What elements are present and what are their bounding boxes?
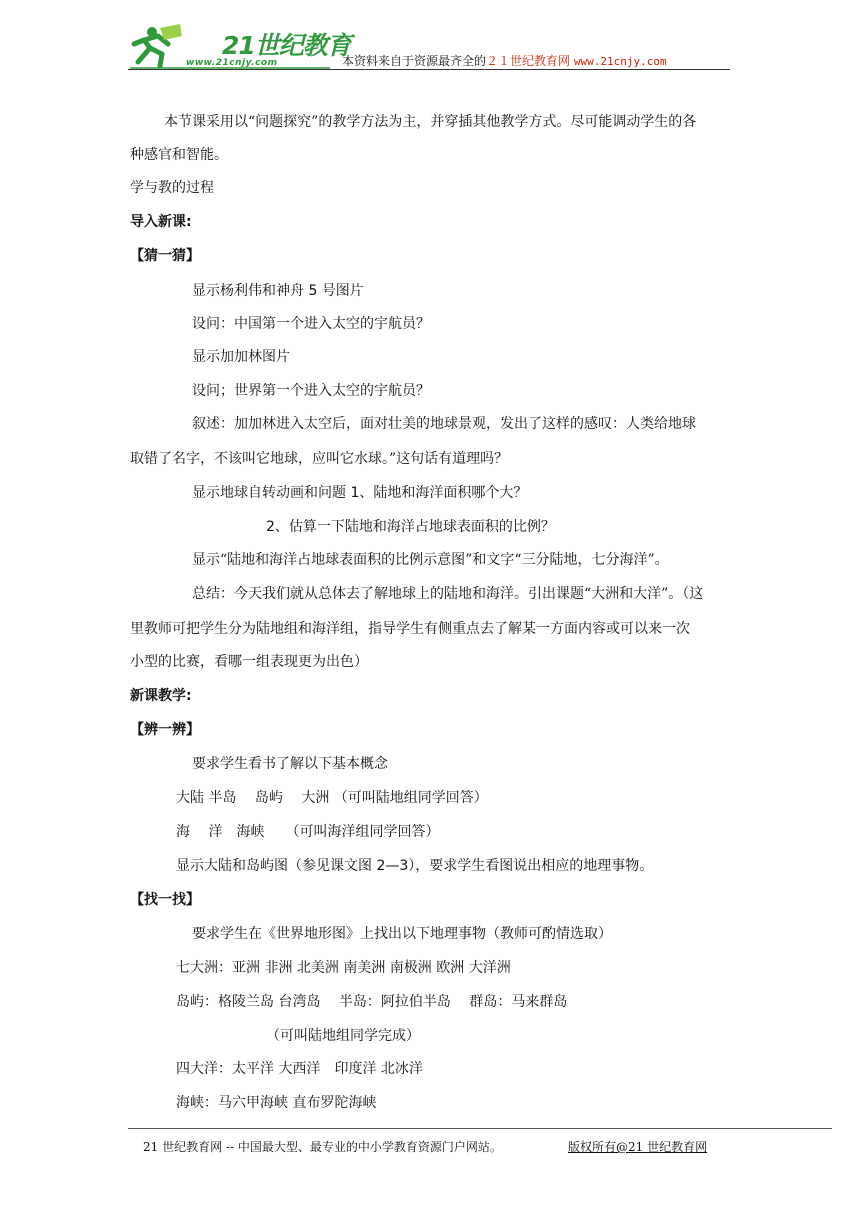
intro-heading: 导入新课:: [130, 214, 192, 230]
section-process-heading: 学与教的过程: [130, 180, 214, 196]
logo-url: www.21cnjy.com: [186, 58, 278, 68]
question-2-text: 2、估算一下陆地和海洋占地球表面积的比例？: [266, 519, 555, 535]
show-ratio-text: 显示“陆地和海洋占地球表面积的比例示意图”和文字“三分陆地，七分海洋”。: [192, 552, 669, 568]
narration-line2: 取错了名字，不该叫它地球，应叫它水球。”这句话有道理吗？: [130, 451, 509, 467]
logo-text: 21世纪教育: [222, 31, 351, 60]
new-lesson-heading: 新课教学:: [130, 688, 192, 704]
header-url-link[interactable]: www.21cnjy.com: [573, 55, 667, 68]
footer-text: 21 世纪教育网 -- 中国最大型、最专业的中小学教育资源门户网站。: [143, 1140, 502, 1154]
footer-copyright-link[interactable]: 版权所有@21 世纪教育网: [568, 1140, 708, 1154]
header-site-link[interactable]: ２１世纪教育网: [486, 54, 571, 68]
header-note: [342, 52, 667, 69]
find-item-5: 四大洋：太平洋 大西洋 印度洋 北冰洋: [176, 1061, 423, 1077]
find-item-3: 岛屿：格陵兰岛 台湾岛 半岛：阿拉伯半岛 群岛：马来群岛: [176, 994, 568, 1010]
header-note-prefix: 本资料来自于资源最齐全的: [342, 54, 487, 68]
paragraph-method-line1: 本节课采用以“问题探究”的教学方法为主，并穿插其他教学方式。尽可能调动学生的各: [164, 114, 697, 130]
find-item-4: （可叫陆地组同学完成）: [266, 1028, 420, 1044]
distinguish-item-4: 显示大陆和岛屿图（参见课文图 2—3），要求学生看图说出相应的地理事物。: [176, 858, 654, 874]
distinguish-item-1: 要求学生看书了解以下基本概念: [192, 756, 388, 772]
distinguish-item-3: 海 洋 海峡 （可叫海洋组同学回答）: [176, 824, 440, 840]
find-heading: 【找一找】: [130, 892, 200, 908]
summary-line1: 总结：今天我们就从总体去了解地球上的陆地和海洋。引出课题“大洲和大洋”。（这: [192, 586, 704, 602]
find-item-1: 要求学生在《世界地形图》上找出以下地理事物（教师可酌情选取）: [192, 926, 612, 942]
summary-line2: 里教师可把学生分为陆地组和海洋组，指导学生有侧重点去了解某一方面内容或可以来一次: [130, 621, 690, 637]
guess-item-4: 设问；世界第一个进入太空的宇航员？: [192, 383, 430, 399]
guess-item-2: 设问：中国第一个进入太空的宇航员？: [192, 316, 430, 332]
distinguish-item-2: 大陆 半岛 岛屿 大洲 （可叫陆地组同学回答）: [176, 790, 488, 806]
guess-item-3: 显示加加林图片: [192, 349, 290, 365]
guess-heading: 【猜一猜】: [130, 248, 200, 264]
page-header: [0, 0, 860, 80]
guess-item-1: 显示杨利伟和神舟 5 号图片: [192, 283, 364, 299]
narration-line1: 叙述：加加林进入太空后，面对壮美的地球景观，发出了这样的感叹：人类给地球: [192, 416, 696, 432]
summary-line3: 小型的比赛，看哪一组表现更为出色）: [130, 654, 368, 670]
show-rotation-text: 显示地球自转动画和问题 1、陆地和海洋面积哪个大？: [192, 485, 528, 501]
find-item-6: 海峡：马六甲海峡 直布罗陀海峡: [176, 1095, 377, 1111]
paragraph-method-line2: 种感官和智能。: [130, 147, 228, 163]
find-item-2: 七大洲：亚洲 非洲 北美洲 南美洲 南极洲 欧洲 大洋洲: [176, 960, 511, 976]
distinguish-heading: 【辨一辨】: [130, 722, 200, 738]
footer-divider: [128, 1128, 832, 1129]
header-divider: [128, 69, 730, 70]
